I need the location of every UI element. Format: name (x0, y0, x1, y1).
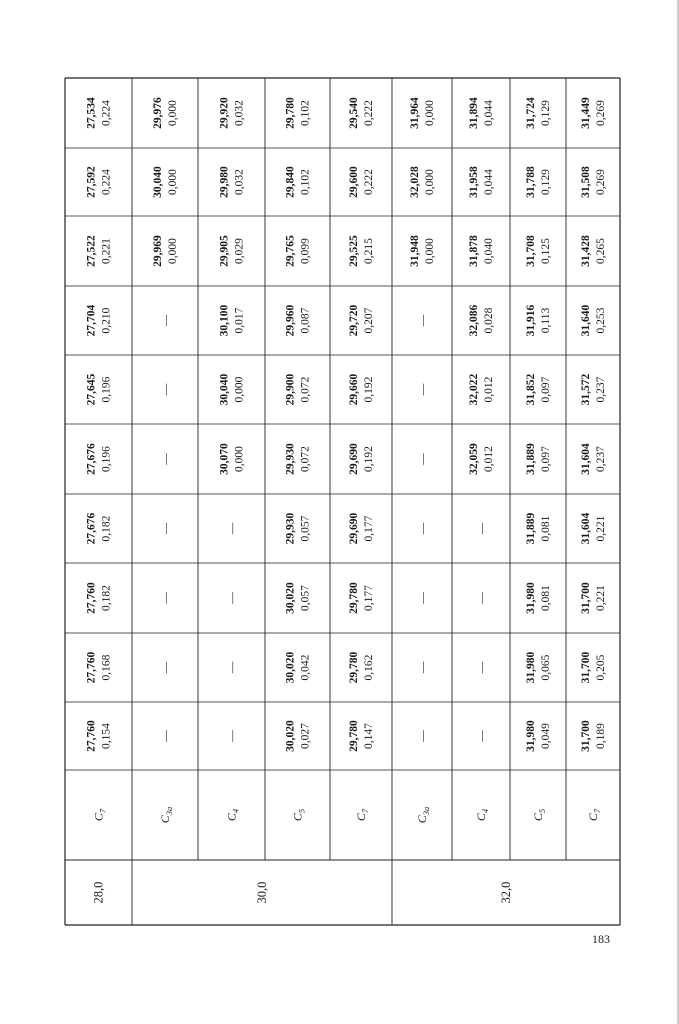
cell-value-bottom: 0,097 (540, 446, 552, 472)
cell-value-top: 31,958 (468, 166, 480, 198)
row-label-text: $C_7$ (354, 808, 370, 822)
row-label (92, 808, 108, 821)
cell-value-bottom: 0,177 (363, 515, 375, 542)
cell-value-top: 29,960 (284, 304, 297, 337)
row-label (158, 807, 174, 824)
cell-value-bottom: 0,042 (299, 654, 312, 681)
cell-dash: — (160, 453, 172, 465)
table-cell (580, 582, 607, 614)
table-cell (285, 720, 312, 752)
cell-value-top: 30,020 (284, 582, 297, 614)
table-cell (525, 582, 552, 614)
cell-value-bottom: 0,044 (483, 100, 495, 126)
table-cell (348, 235, 375, 267)
cell-value-bottom: 0,215 (363, 238, 375, 264)
table-cell (285, 373, 312, 405)
cell-value-top: 29,600 (348, 166, 360, 198)
cell-value-bottom: 0,182 (100, 515, 113, 542)
table-cell (227, 661, 239, 674)
table-cell (348, 304, 375, 336)
cell-dash: — (417, 661, 429, 674)
row-label-text: $C_7$ (586, 808, 602, 822)
table-cell (348, 373, 375, 405)
cell-value-bottom: 0,205 (595, 654, 607, 681)
table-cell (285, 512, 312, 544)
cell-dash: — (417, 522, 429, 535)
cell-value-bottom: 0,000 (233, 376, 246, 403)
table-cell (525, 235, 552, 267)
table-cell (86, 166, 113, 198)
cell-value-bottom: 0,125 (540, 238, 552, 264)
row-label-text: $C_{3a}$ (158, 806, 174, 824)
cell-value-bottom: 0,087 (299, 307, 312, 334)
cell-dash: — (417, 383, 429, 396)
cell-value-bottom: 0,000 (167, 238, 179, 264)
cell-dash: — (476, 592, 488, 604)
table-cell (580, 97, 607, 129)
table-cell (476, 522, 488, 535)
cell-value-top: 31,948 (409, 235, 421, 267)
table-cell (86, 582, 113, 614)
table-cell (348, 720, 375, 752)
table-cell (580, 373, 607, 405)
row-label-subscript: 5 (296, 808, 307, 814)
group-label (92, 882, 106, 904)
cell-value-top: 31,788 (525, 166, 537, 198)
table-cell (227, 592, 239, 605)
table-cell (152, 235, 179, 267)
cell-value-bottom: 0,099 (299, 238, 312, 264)
table-cell (285, 304, 312, 336)
cell-value-bottom: 0,196 (100, 446, 113, 472)
table-cell (580, 235, 607, 267)
page-number: 183 (592, 932, 610, 946)
row-label-text: $C_5$ (290, 808, 307, 822)
cell-value-bottom: 0,224 (100, 169, 113, 195)
row-label-text: $C_4$ (474, 808, 490, 822)
cell-dash: — (160, 522, 172, 535)
table-cell (525, 304, 552, 336)
table-cell (468, 443, 495, 475)
cell-value-top: 29,660 (348, 373, 360, 406)
cell-value-top: 29,780 (348, 720, 360, 752)
cell-value-bottom: 0,237 (595, 376, 607, 403)
cell-dash: — (160, 730, 172, 742)
table-cell (219, 97, 246, 129)
table-cell (227, 730, 239, 743)
cell-value-top: 30,040 (152, 166, 164, 198)
cell-value-top: 29,900 (284, 373, 297, 406)
cell-value-bottom: 0,097 (540, 376, 552, 403)
table-cell (476, 730, 488, 743)
row-label-text: $C_{3a}$ (415, 806, 431, 824)
cell-value-top: 30,040 (218, 373, 231, 406)
table-cell (580, 304, 607, 336)
table-cell (86, 512, 113, 544)
cell-value-bottom: 0,081 (540, 515, 552, 542)
cell-value-top: 32,028 (409, 166, 421, 198)
row-label-subscript: 3a (164, 806, 174, 816)
cell-value-bottom: 0,017 (233, 307, 246, 334)
cell-value-top: 29,905 (218, 235, 231, 267)
cell-dash: — (417, 314, 429, 327)
cell-value-top: 27,592 (85, 166, 98, 198)
table-cell (468, 304, 495, 336)
cell-dash: — (476, 730, 488, 742)
table-cell (580, 166, 607, 198)
cell-dash: — (226, 592, 239, 604)
cell-value-bottom: 0,210 (100, 307, 113, 334)
cell-dash: — (160, 314, 172, 327)
cell-dash: — (160, 661, 172, 674)
table-cell (476, 661, 488, 674)
cell-value-top: 30,100 (218, 304, 231, 337)
table-cell (417, 383, 429, 396)
row-label-text: $C_5$ (531, 808, 547, 822)
table-cell (476, 592, 488, 605)
table-cell (227, 522, 239, 535)
cell-value-top: 31,604 (580, 512, 592, 545)
row-label (291, 809, 307, 821)
cell-value-top: 31,700 (580, 582, 592, 614)
row-label-text: $C_4$ (224, 808, 241, 822)
cell-value-bottom: 0,113 (540, 307, 552, 334)
cell-value-top: 30,070 (218, 443, 231, 475)
cell-dash: — (226, 661, 239, 674)
table-cell (468, 166, 495, 198)
cell-value-bottom: 0,222 (363, 100, 375, 126)
table-cell (525, 443, 552, 475)
row-label-subscript: 3a (421, 806, 431, 816)
table-cell (219, 443, 246, 475)
cell-value-bottom: 0,040 (483, 238, 495, 264)
cell-value-top: 29,980 (218, 166, 231, 198)
cell-value-top: 27,676 (85, 512, 98, 545)
table-cell (160, 453, 172, 466)
cell-value-top: 29,780 (284, 97, 297, 129)
cell-value-top: 32,022 (468, 373, 480, 406)
table-cell (86, 651, 113, 683)
cell-value-bottom: 0,147 (363, 723, 375, 749)
group-label (255, 882, 269, 904)
cell-dash: — (160, 383, 172, 396)
table-cell (219, 373, 246, 405)
cell-value-bottom: 0,072 (299, 376, 312, 403)
row-label-subscript: 7 (592, 808, 602, 814)
row-label-subscript: 4 (480, 808, 490, 814)
table-cell (580, 512, 607, 544)
table-cell (348, 582, 375, 614)
table-cell (348, 651, 375, 683)
row-label (354, 808, 370, 821)
table-cell (580, 651, 607, 683)
table-cell (525, 166, 552, 198)
table-cell (160, 592, 172, 605)
cell-value-top: 31,428 (580, 235, 592, 267)
cell-value-bottom: 0,237 (595, 446, 607, 472)
cell-dash: — (417, 453, 429, 465)
cell-value-bottom: 0,253 (595, 307, 607, 334)
table-cell (86, 304, 113, 336)
table-cell (285, 97, 312, 129)
cell-value-top: 27,760 (85, 582, 98, 614)
cell-value-bottom: 0,269 (595, 169, 607, 195)
cell-value-top: 31,708 (525, 235, 537, 267)
cell-value-top: 29,780 (348, 651, 360, 684)
table-cell (86, 720, 113, 752)
cell-value-bottom: 0,224 (100, 100, 113, 126)
table-cell (348, 443, 375, 475)
cell-value-bottom: 0,192 (363, 376, 375, 403)
cell-value-bottom: 0,221 (100, 238, 113, 264)
table-cell (468, 235, 495, 267)
cell-value-bottom: 0,028 (483, 307, 495, 334)
cell-value-top: 31,508 (580, 166, 592, 198)
cell-value-top: 31,894 (468, 97, 480, 129)
cell-value-top: 31,604 (580, 443, 592, 475)
cell-value-bottom: 0,189 (595, 723, 607, 749)
cell-value-bottom: 0,027 (299, 723, 312, 749)
cell-value-bottom: 0,000 (167, 169, 179, 195)
cell-value-top: 29,690 (348, 443, 360, 475)
row-label-subscript: 4 (230, 808, 241, 814)
table-cell (417, 314, 429, 327)
cell-value-top: 29,780 (348, 582, 360, 614)
cell-value-bottom: 0,032 (233, 169, 246, 195)
cell-value-top: 29,930 (284, 443, 297, 475)
cell-value-bottom: 0,012 (483, 446, 495, 472)
table-cell (417, 592, 429, 605)
cell-dash: — (160, 592, 172, 604)
cell-value-bottom: 0,057 (299, 515, 312, 542)
cell-value-bottom: 0,269 (595, 100, 607, 126)
cell-value-bottom: 0,221 (595, 585, 607, 611)
table-cell (417, 730, 429, 743)
table-cell (160, 730, 172, 743)
cell-value-top: 29,720 (348, 304, 360, 337)
cell-value-top: 29,840 (284, 166, 297, 198)
cell-value-bottom: 0,177 (363, 585, 375, 611)
cell-value-top: 27,760 (85, 651, 98, 684)
cell-dash: — (476, 661, 488, 674)
cell-value-bottom: 0,049 (540, 723, 552, 749)
cell-value-bottom: 0,000 (167, 100, 179, 126)
table-cell (285, 582, 312, 614)
row-label-text: $C_7$ (91, 808, 108, 822)
cell-value-top: 32,086 (468, 304, 480, 337)
table-cell (417, 661, 429, 674)
cell-value-bottom: 0,222 (363, 169, 375, 195)
group-label-text: 30,0 (255, 881, 269, 904)
cell-value-bottom: 0,265 (595, 238, 607, 264)
cell-value-top: 29,930 (284, 512, 297, 545)
cell-value-bottom: 0,168 (100, 654, 113, 681)
cell-dash: — (226, 730, 239, 742)
table-cell (525, 512, 552, 544)
cell-value-bottom: 0,081 (540, 585, 552, 611)
cell-value-bottom: 0,196 (100, 376, 113, 403)
table-cell (160, 314, 172, 327)
cell-value-top: 27,522 (85, 235, 98, 267)
table-cell (86, 443, 113, 475)
table-cell (160, 383, 172, 396)
group-label-text: 28,0 (91, 881, 106, 904)
table-cell (409, 166, 436, 198)
table-cell (525, 373, 552, 405)
cell-value-top: 27,760 (85, 720, 98, 752)
cell-value-top: 29,525 (348, 235, 360, 267)
cell-value-bottom: 0,192 (363, 446, 375, 472)
table-cell (160, 522, 172, 535)
table-cell (409, 235, 436, 267)
cell-value-top: 32,059 (468, 443, 480, 475)
cell-value-top: 30,020 (284, 651, 297, 684)
cell-value-top: 31,980 (525, 651, 537, 684)
table-cell (160, 661, 172, 674)
row-label-subscript: 5 (537, 808, 547, 814)
cell-value-top: 29,969 (152, 235, 164, 267)
cell-value-top: 29,540 (348, 97, 360, 129)
cell-value-bottom: 0,032 (233, 100, 246, 126)
table-cell (468, 97, 495, 129)
cell-value-bottom: 0,029 (233, 238, 246, 264)
cell-value-top: 29,976 (152, 97, 164, 129)
cell-value-bottom: 0,207 (363, 307, 375, 334)
cell-value-bottom: 0,102 (299, 100, 312, 126)
table-cell (219, 235, 246, 267)
cell-value-top: 31,878 (468, 235, 480, 267)
cell-value-top: 31,852 (525, 373, 537, 406)
cell-value-top: 29,920 (218, 97, 231, 129)
row-label-subscript: 7 (360, 808, 370, 814)
cell-value-top: 31,724 (525, 97, 537, 129)
cell-value-top: 31,889 (525, 512, 537, 545)
cell-value-bottom: 0,072 (299, 446, 312, 472)
cell-value-bottom: 0,012 (483, 376, 495, 403)
cell-value-bottom: 0,044 (483, 169, 495, 195)
cell-value-top: 30,020 (284, 720, 297, 752)
cell-value-bottom: 0,065 (540, 654, 552, 681)
cell-value-top: 31,980 (525, 582, 537, 614)
cell-value-bottom: 0,221 (595, 515, 607, 542)
table-cell (348, 166, 375, 198)
cell-value-top: 31,700 (580, 651, 592, 684)
table-cell (525, 720, 552, 752)
cell-dash: — (417, 592, 429, 604)
cell-value-top: 31,572 (580, 373, 592, 406)
table-cell (86, 373, 113, 405)
table-cell (152, 97, 179, 129)
table-cell (348, 97, 375, 129)
table-cell (525, 651, 552, 683)
cell-value-top: 31,700 (580, 720, 592, 752)
table-cell (219, 304, 246, 336)
group-label-text: 32,0 (499, 881, 513, 904)
cell-value-bottom: 0,162 (363, 654, 375, 681)
row-label (474, 808, 490, 821)
cell-value-top: 31,916 (525, 304, 537, 337)
table-cell (285, 235, 312, 267)
cell-value-top: 31,449 (580, 97, 592, 129)
table-cell (348, 512, 375, 544)
cell-value-bottom: 0,000 (424, 100, 436, 126)
row-label (586, 808, 602, 821)
table-cell (580, 443, 607, 475)
table-cell (409, 97, 436, 129)
cell-value-bottom: 0,000 (424, 169, 436, 195)
cell-dash: — (417, 730, 429, 742)
cell-value-top: 27,704 (85, 304, 98, 337)
table-cell (525, 97, 552, 129)
table-cell (417, 522, 429, 535)
cell-value-top: 29,690 (348, 512, 360, 545)
table-cell (219, 166, 246, 198)
row-label-subscript: 7 (97, 808, 108, 814)
cell-value-bottom: 0,000 (233, 446, 246, 472)
table-cell (285, 651, 312, 683)
cell-value-top: 29,765 (284, 235, 297, 267)
table-cell (86, 97, 113, 129)
row-label (225, 808, 241, 821)
cell-value-bottom: 0,129 (540, 100, 552, 126)
table-cell (468, 373, 495, 405)
cell-value-top: 31,640 (580, 304, 592, 337)
cell-dash: — (226, 522, 239, 535)
cell-value-top: 31,889 (525, 443, 537, 475)
table-cell (417, 453, 429, 466)
table-cell (86, 235, 113, 267)
cell-value-bottom: 0,102 (299, 169, 312, 195)
cell-value-bottom: 0,129 (540, 169, 552, 195)
cell-value-top: 27,676 (85, 443, 98, 475)
cell-dash: — (476, 522, 488, 535)
cell-value-bottom: 0,182 (100, 585, 113, 611)
table-cell (285, 443, 312, 475)
cell-value-bottom: 0,000 (424, 238, 436, 264)
cell-value-top: 31,980 (525, 720, 537, 752)
cell-value-top: 31,964 (409, 97, 421, 129)
table-cell (152, 166, 179, 198)
cell-value-bottom: 0,057 (299, 585, 312, 611)
group-label (499, 882, 513, 904)
row-label (415, 807, 431, 824)
table-cell (580, 720, 607, 752)
cell-value-bottom: 0,154 (100, 723, 113, 749)
row-label (531, 809, 547, 821)
table-cell (285, 166, 312, 198)
cell-value-top: 27,534 (85, 97, 98, 129)
cell-value-top: 27,645 (85, 373, 98, 406)
